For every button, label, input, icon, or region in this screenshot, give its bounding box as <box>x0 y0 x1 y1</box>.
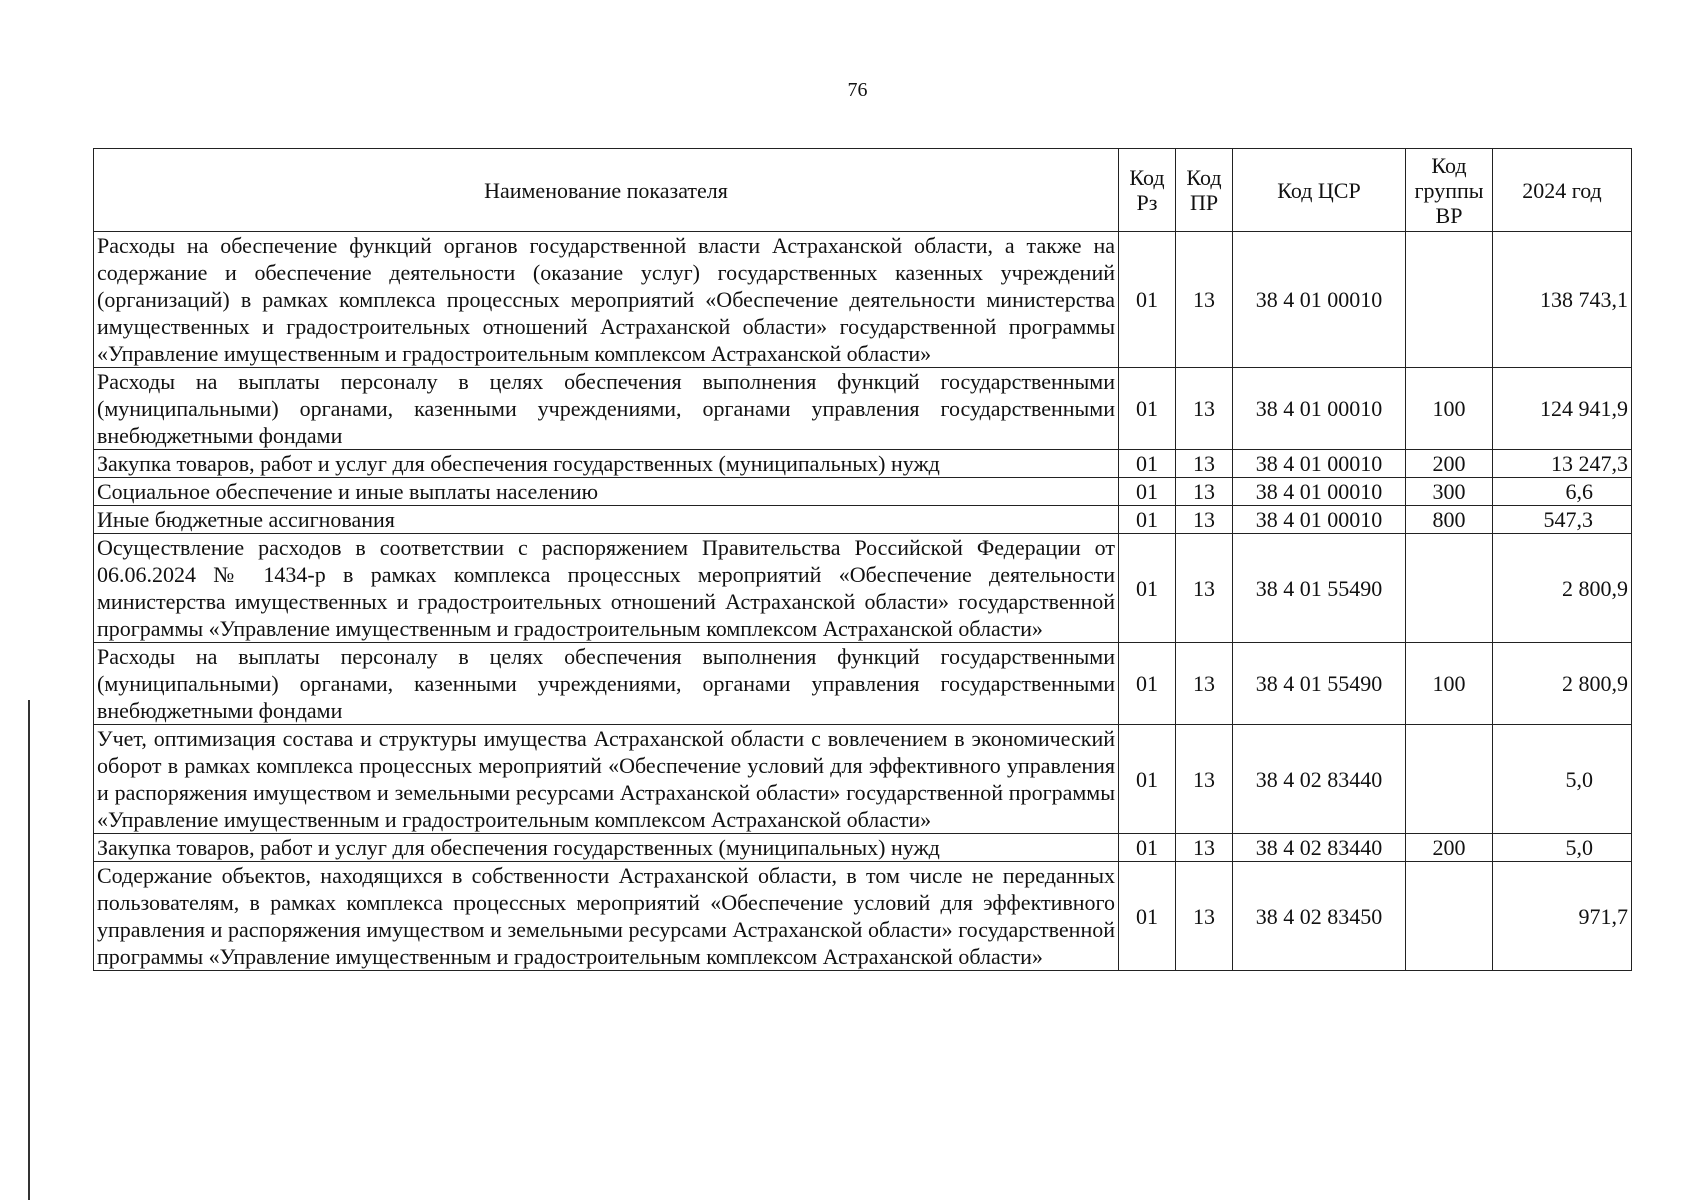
row-pr: 13 <box>1176 478 1233 506</box>
row-csr: 38 4 02 83440 <box>1233 725 1406 834</box>
row-csr: 38 4 02 83440 <box>1233 834 1406 862</box>
row-rz: 01 <box>1119 368 1176 450</box>
table-row <box>94 478 1632 506</box>
table-row <box>94 450 1632 478</box>
row-vr: 100 <box>1406 643 1493 725</box>
table-row <box>94 534 1632 643</box>
row-csr: 38 4 01 00010 <box>1233 450 1406 478</box>
row-amount: 13 247,3 <box>1493 450 1632 478</box>
row-amount: 5,0 <box>1493 834 1632 862</box>
row-rz: 01 <box>1119 725 1176 834</box>
row-name: Содержание объектов, находящихся в собственности Астраханской области, в том числе не переданных пользователям, в рамках комплекса процессных мероприятий «Обеспечение условий для эффективного управления и распоряжения имуществом и земельными ресурсами Астраханской области» государственной программы «Управление имущественным и градостроительным комплексом Астраханской области» <box>94 862 1119 971</box>
row-pr: 13 <box>1176 368 1233 450</box>
row-pr: 13 <box>1176 725 1233 834</box>
table-row <box>94 232 1632 368</box>
row-amount: 547,3 <box>1493 506 1632 534</box>
row-csr: 38 4 01 55490 <box>1233 643 1406 725</box>
row-csr: 38 4 01 00010 <box>1233 368 1406 450</box>
row-csr: 38 4 01 00010 <box>1233 506 1406 534</box>
row-rz: 01 <box>1119 643 1176 725</box>
table-row <box>94 643 1632 725</box>
row-rz: 01 <box>1119 534 1176 643</box>
row-vr: 200 <box>1406 450 1493 478</box>
row-amount: 124 941,9 <box>1493 368 1632 450</box>
row-pr: 13 <box>1176 232 1233 368</box>
row-pr: 13 <box>1176 643 1233 725</box>
budget-table <box>93 148 1632 971</box>
row-vr <box>1406 232 1493 368</box>
row-vr <box>1406 862 1493 971</box>
row-pr: 13 <box>1176 834 1233 862</box>
row-rz: 01 <box>1119 862 1176 971</box>
row-pr: 13 <box>1176 862 1233 971</box>
header-pr: Код ПР <box>1176 149 1233 232</box>
row-pr: 13 <box>1176 534 1233 643</box>
table-row <box>94 368 1632 450</box>
row-amount: 2 800,9 <box>1493 643 1632 725</box>
header-vr: Код группы ВР <box>1406 149 1493 232</box>
table-row <box>94 834 1632 862</box>
table-row <box>94 725 1632 834</box>
row-amount: 6,6 <box>1493 478 1632 506</box>
row-vr <box>1406 534 1493 643</box>
row-csr: 38 4 02 83450 <box>1233 862 1406 971</box>
row-vr: 300 <box>1406 478 1493 506</box>
table-row <box>94 506 1632 534</box>
header-year: 2024 год <box>1493 149 1632 232</box>
row-csr: 38 4 01 55490 <box>1233 534 1406 643</box>
row-rz: 01 <box>1119 478 1176 506</box>
row-name: Иные бюджетные ассигнования <box>94 506 1119 534</box>
scan-margin-line <box>28 700 30 1200</box>
row-rz: 01 <box>1119 450 1176 478</box>
row-vr: 100 <box>1406 368 1493 450</box>
row-amount: 5,0 <box>1493 725 1632 834</box>
row-name: Закупка товаров, работ и услуг для обеспечения государственных (муниципальных) нужд <box>94 450 1119 478</box>
row-pr: 13 <box>1176 450 1233 478</box>
row-csr: 38 4 01 00010 <box>1233 232 1406 368</box>
header-rz: Код Рз <box>1119 149 1176 232</box>
row-amount: 138 743,1 <box>1493 232 1632 368</box>
row-name: Учет, оптимизация состава и структуры имущества Астраханской области с вовлечением в экономический оборот в рамках комплекса процессных мероприятий «Обеспечение условий для эффективного управления и распоряжения имуществом и земельными ресурсами Астраханской области» государственной программы «Управление имущественным и градостроительным комплексом Астраханской области» <box>94 725 1119 834</box>
row-amount: 971,7 <box>1493 862 1632 971</box>
row-rz: 01 <box>1119 232 1176 368</box>
header-name: Наименование показателя <box>94 149 1119 232</box>
row-vr: 800 <box>1406 506 1493 534</box>
row-amount: 2 800,9 <box>1493 534 1632 643</box>
row-csr: 38 4 01 00010 <box>1233 478 1406 506</box>
header-csr: Код ЦСР <box>1233 149 1406 232</box>
row-name: Расходы на обеспечение функций органов государственной власти Астраханской области, а также на содержание и обеспечение деятельности (оказание услуг) государственных казенных учреждений (организаций) в рамках комплекса процессных мероприятий «Обеспечение деятельности министерства имущественных и градостроительных отношений Астраханской области» государственной программы «Управление имущественным и градостроительным комплексом Астраханской области» <box>94 232 1119 368</box>
table-header-row <box>94 149 1632 232</box>
row-name: Социальное обеспечение и иные выплаты населению <box>94 478 1119 506</box>
table-row <box>94 862 1632 971</box>
page-number: 76 <box>847 79 868 101</box>
row-name: Расходы на выплаты персоналу в целях обеспечения выполнения функций государственными (муниципальными) органами, казенными учреждениями, органами управления государственными внебюджетными фондами <box>94 368 1119 450</box>
row-vr: 200 <box>1406 834 1493 862</box>
row-name: Расходы на выплаты персоналу в целях обеспечения выполнения функций государственными (муниципальными) органами, казенными учреждениями, органами управления государственными внебюджетными фондами <box>94 643 1119 725</box>
row-rz: 01 <box>1119 834 1176 862</box>
row-pr: 13 <box>1176 506 1233 534</box>
row-vr <box>1406 725 1493 834</box>
row-name: Осуществление расходов в соответствии с распоряжением Правительства Российской Федерации от 06.06.2024 № 1434-р в рамках комплекса процессных мероприятий «Обеспечение деятельности министерства имущественных и градостроительных отношений Астраханской области» государственной программы «Управление имущественным и градостроительным комплексом Астраханской области» <box>94 534 1119 643</box>
row-rz: 01 <box>1119 506 1176 534</box>
row-name: Закупка товаров, работ и услуг для обеспечения государственных (муниципальных) нужд <box>94 834 1119 862</box>
